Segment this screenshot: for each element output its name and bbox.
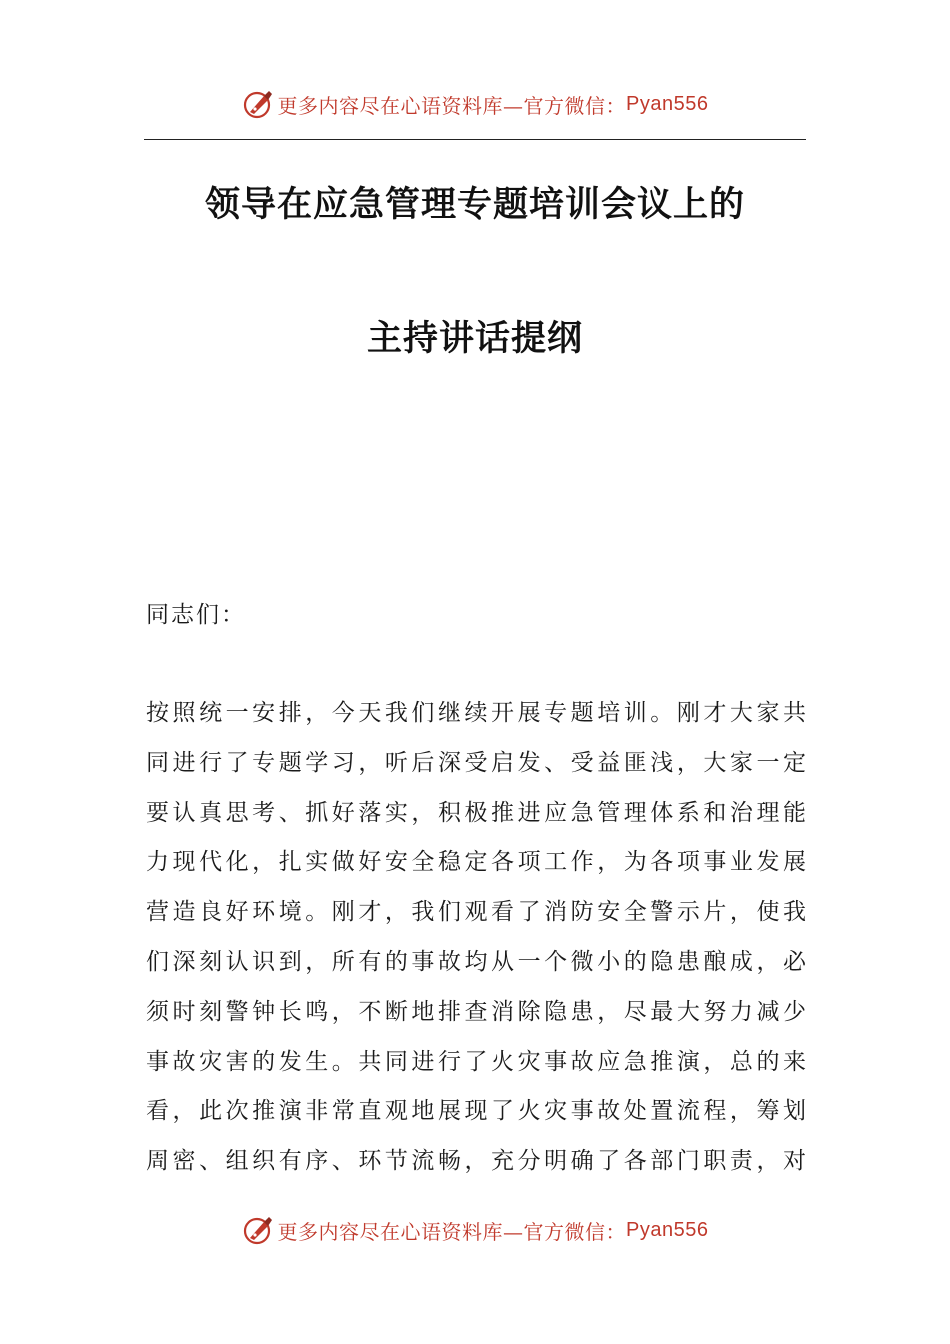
- body-line: 力现代化，扎实做好安全稳定各项工作，为各项事业发展: [146, 849, 806, 876]
- watermark-account: Pyan556: [626, 1218, 709, 1241]
- body-line: 要认真思考、抓好落实，积极推进应急管理体系和治理能: [146, 799, 806, 826]
- body-line: 们深刻认识到，所有的事故均从一个微小的隐患酿成，必: [146, 948, 806, 975]
- watermark-account: Pyan556: [626, 92, 709, 115]
- salutation: 同志们：: [146, 602, 246, 628]
- pen-nib-icon: [242, 1214, 274, 1246]
- body-line: 事故灾害的发生。共同进行了火灾事故应急推演，总的来: [146, 1048, 806, 1075]
- watermark-text: 更多内容尽在心语资料库—官方微信：: [277, 1219, 627, 1244]
- body-paragraph: [146, 692, 806, 1190]
- header-watermark: [0, 84, 950, 124]
- body-line: 同进行了专题学习，听后深受启发、受益匪浅，大家一定: [146, 749, 806, 776]
- header-divider: [144, 139, 806, 140]
- watermark-text: 更多内容尽在心语资料库—官方微信：: [277, 93, 627, 118]
- footer-watermark: [0, 1210, 950, 1250]
- body-line: 营造良好环境。刚才，我们观看了消防安全警示片，使我: [146, 899, 806, 926]
- body-line: 周密、组织有序、环节流畅，充分明确了各部门职责，对: [146, 1148, 806, 1175]
- page-title-line-1: 领导在应急管理专题培训会议上的: [204, 184, 745, 225]
- body-line: 看，此次推演非常直观地展现了火灾事故处置流程，筹划: [146, 1098, 806, 1125]
- pen-nib-icon: [242, 88, 274, 120]
- body-line: 按照统一安排，今天我们继续开展专题培训。刚才大家共: [146, 700, 806, 726]
- page-title-line-2: 主持讲话提纲: [366, 318, 583, 359]
- body-line: 须时刻警钟长鸣，不断地排查消除隐患，尽最大努力减少: [146, 998, 806, 1025]
